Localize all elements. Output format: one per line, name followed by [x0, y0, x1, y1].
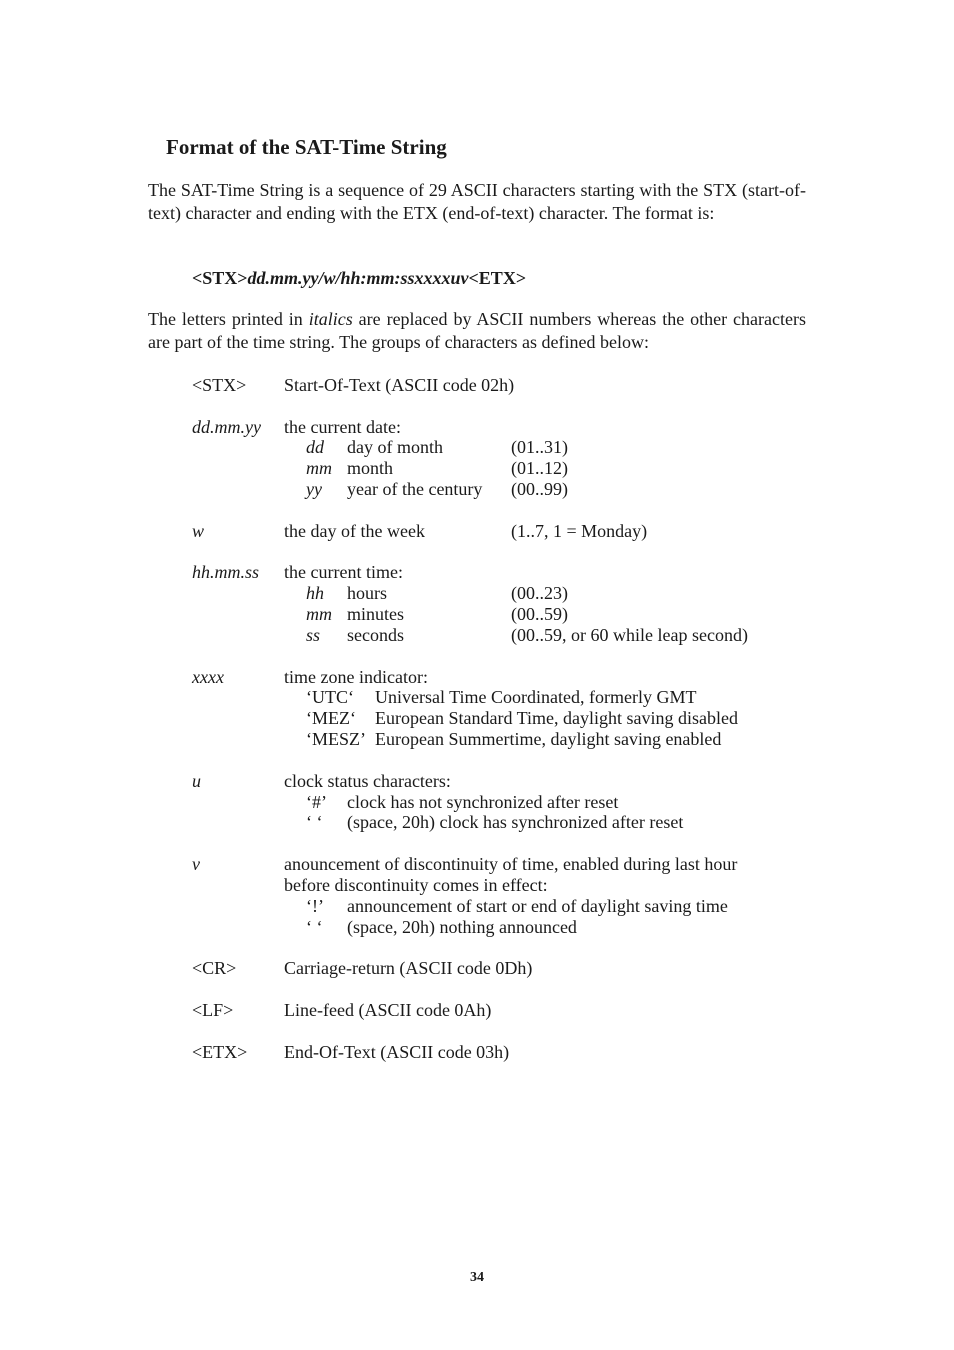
- explanation-italic: italics: [308, 309, 353, 329]
- explanation-text-before: The letters printed in: [148, 309, 309, 329]
- week-code: w: [192, 521, 205, 541]
- date-row-symbol: yy: [306, 479, 322, 499]
- date-row-symbol: dd: [306, 437, 324, 457]
- week-range: (1..7, 1 = Monday): [511, 521, 648, 541]
- status-description: clock status characters:: [284, 771, 451, 791]
- etx-description: End-Of-Text (ASCII code 03h): [284, 1042, 510, 1062]
- page-number: 34: [470, 1270, 484, 1285]
- format-start: <STX>: [192, 268, 248, 288]
- announce-description: anouncement of discontinuity of time, enabled during last hour: [284, 854, 738, 874]
- date-row-range: (00..99): [511, 479, 568, 499]
- format-end: <ETX>: [468, 268, 527, 288]
- announce-description-continued: before discontinuity comes in effect:: [284, 875, 548, 895]
- time-row-name: hours: [347, 583, 387, 603]
- timezone-row-name: European Summertime, daylight saving enabled: [375, 729, 722, 749]
- status-row-name: clock has not synchronized after reset: [347, 792, 619, 812]
- timezone-row-symbol: ‘MEZ‘: [306, 708, 356, 728]
- section-heading: Format of the SAT-Time String: [166, 135, 447, 159]
- explanation-text-after: are replaced by ASCII numbers whereas the other characters are part of the time string. The groups of characters as defined below:: [148, 309, 806, 352]
- week-description: the day of the week: [284, 521, 425, 541]
- etx-code: <ETX>: [192, 1042, 248, 1062]
- intro-paragraph: The SAT-Time String is a sequence of 29 ASCII characters starting with the STX (start-of-text) character and ending with the ETX (end-of-text) character. The format is:: [148, 180, 806, 223]
- date-row-range: (01..12): [511, 458, 568, 478]
- announce-row-symbol: ‘!’: [306, 896, 324, 916]
- time-row-name: minutes: [347, 604, 404, 624]
- announce-row-name: (space, 20h) nothing announced: [347, 917, 577, 937]
- status-code: u: [192, 771, 201, 791]
- cr-code: <CR>: [192, 958, 237, 978]
- cr-description: Carriage-return (ASCII code 0Dh): [284, 958, 533, 978]
- announce-row-name: announcement of start or end of daylight saving time: [347, 896, 728, 916]
- time-row-symbol: ss: [306, 625, 321, 645]
- status-row-name: (space, 20h) clock has synchronized after reset: [347, 812, 684, 832]
- time-row-symbol: hh: [306, 583, 324, 603]
- status-row-symbol: ‘#’: [306, 792, 327, 812]
- date-row-name: month: [347, 458, 394, 478]
- timezone-description: time zone indicator:: [284, 667, 428, 687]
- time-description: the current time:: [284, 562, 403, 582]
- status-row-symbol: ‘ ‘: [306, 812, 323, 832]
- date-row-symbol: mm: [306, 458, 332, 478]
- time-row-range: (00..23): [511, 583, 568, 603]
- timezone-row-name: European Standard Time, daylight saving disabled: [375, 708, 738, 728]
- format-pattern: dd.mm.yy/w/hh:mm:ssxxxxuv: [247, 268, 469, 288]
- time-row-range: (00..59, or 60 while leap second): [511, 625, 748, 645]
- timezone-row-symbol: ‘MESZ’: [306, 729, 366, 749]
- announce-code: v: [192, 854, 200, 874]
- stx-description: Start-Of-Text (ASCII code 02h): [284, 375, 515, 395]
- stx-code: <STX>: [192, 375, 247, 395]
- time-row-symbol: mm: [306, 604, 332, 624]
- timezone-row-name: Universal Time Coordinated, formerly GMT: [375, 687, 697, 707]
- explanation-paragraph: [148, 308, 806, 354]
- timezone-row-symbol: ‘UTC‘: [306, 687, 354, 707]
- date-row-name: day of month: [347, 437, 443, 457]
- date-row-name: year of the century: [347, 479, 483, 499]
- time-row-range: (00..59): [511, 604, 568, 624]
- time-row-name: seconds: [347, 625, 404, 645]
- time-code: hh.mm.ss: [192, 562, 260, 582]
- timezone-code: xxxx: [192, 667, 224, 687]
- lf-description: Line-feed (ASCII code 0Ah): [284, 1000, 492, 1020]
- date-code: dd.mm.yy: [192, 417, 261, 437]
- lf-code: <LF>: [192, 1000, 234, 1020]
- date-description: the current date:: [284, 417, 401, 437]
- format-string: [192, 268, 526, 289]
- announce-row-symbol: ‘ ‘: [306, 917, 323, 937]
- date-row-range: (01..31): [511, 437, 568, 457]
